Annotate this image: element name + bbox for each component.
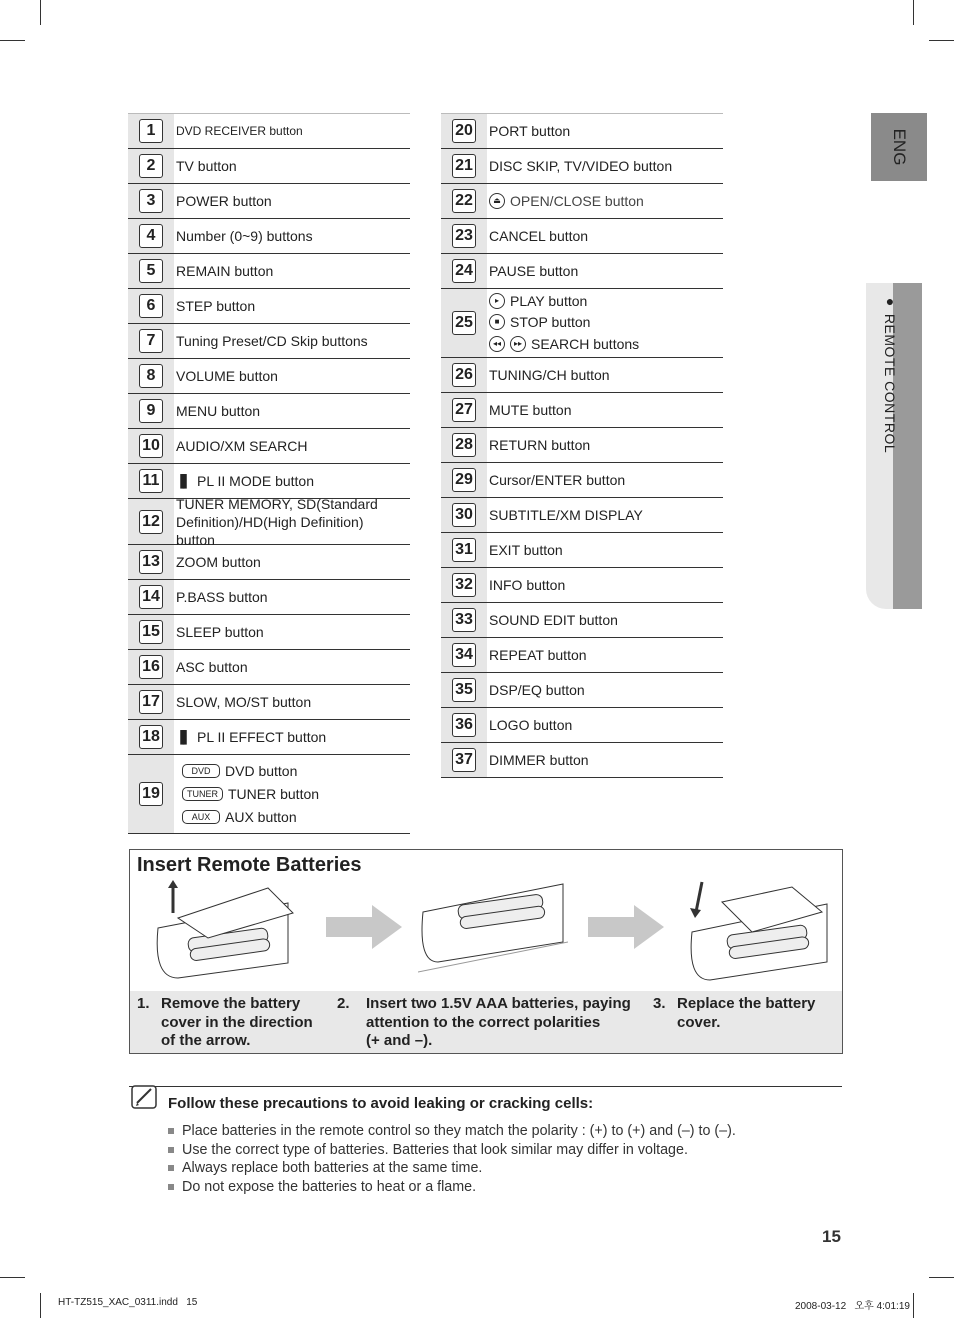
item-number-cell <box>441 184 487 218</box>
sub-item-label: DVD button <box>225 763 298 779</box>
item-number-badge: 28 <box>452 433 476 457</box>
item-label-cell <box>487 428 723 462</box>
item-number-cell <box>128 685 174 719</box>
item-label-cell <box>174 429 410 463</box>
button-list-row <box>128 184 410 219</box>
step-text-line: cover in the direction <box>161 1013 313 1031</box>
sub-item-label: AUX button <box>225 809 297 825</box>
item-number-cell <box>441 743 487 777</box>
item-label-cell <box>487 673 723 707</box>
button-list-row <box>441 428 723 463</box>
page-number: 15 <box>822 1227 841 1246</box>
step-text-line: Insert two 1.5V AAA batteries, paying <box>366 995 631 1012</box>
precaution-text: Use the correct type of batteries. Batteries that look similar may differ in voltage. <box>182 1141 688 1158</box>
item-number-cell <box>441 393 487 427</box>
item-label-text: SLEEP button <box>176 624 264 640</box>
crop-mark <box>0 40 25 41</box>
button-list-row <box>441 393 723 428</box>
item-label-cell <box>174 685 410 719</box>
item-number-cell <box>128 359 174 393</box>
item-label <box>176 367 406 385</box>
crop-mark <box>929 40 954 41</box>
button-list-row <box>441 184 723 219</box>
eject-icon: ⏏ <box>489 193 505 209</box>
language-tab-label: ENG <box>890 128 909 166</box>
item-label <box>176 472 406 490</box>
item-label-text: LOGO button <box>489 717 573 733</box>
item-label-cell <box>174 545 410 579</box>
item-label <box>489 122 719 140</box>
item-number-badge: 6 <box>139 294 163 318</box>
battery-step-3 <box>653 995 815 1032</box>
button-list-row <box>128 394 410 429</box>
item-label-cell <box>174 149 410 183</box>
rewind-icon: ◂◂ <box>489 336 505 352</box>
item-label-cell <box>487 498 723 532</box>
item-number-badge: 8 <box>139 364 163 388</box>
item-label-text: DIMMER button <box>489 752 589 768</box>
item-label <box>176 658 406 676</box>
item-label-text: TUNER MEMORY, SD(Standard Definition)/HD(High Definition) button <box>176 495 378 548</box>
item-number-cell <box>128 464 174 498</box>
precaution-text: Do not expose the batteries to heat or a flame. <box>182 1178 477 1195</box>
item-label <box>489 227 719 245</box>
item-label-text: EXIT button <box>489 542 563 558</box>
item-label-cell <box>487 708 723 742</box>
item-number-cell <box>128 720 174 754</box>
step-number: 1. <box>137 995 150 1012</box>
item-number-badge: 16 <box>139 655 163 679</box>
item-number-badge: 31 <box>452 538 476 562</box>
item-label <box>489 751 719 769</box>
item-number-badge: 25 <box>452 311 476 335</box>
item-number-cell <box>441 568 487 602</box>
button-list-row <box>128 429 410 464</box>
item-number-badge: 17 <box>139 690 163 714</box>
sub-item-label: SEARCH buttons <box>531 336 640 352</box>
item-number-badge: 34 <box>452 643 476 667</box>
button-list-row <box>128 615 410 650</box>
item-label-cell <box>487 638 723 672</box>
item-label-text: CANCEL button <box>489 228 589 244</box>
item-label <box>489 576 719 594</box>
button-list-row <box>128 113 410 149</box>
battery-step-2 <box>337 995 631 1051</box>
step-text-line: (+ and –). <box>366 1032 433 1049</box>
item-number-cell <box>441 114 487 148</box>
button-list-row <box>128 650 410 685</box>
item-number-badge: 4 <box>139 224 163 248</box>
precaution-item <box>168 1122 736 1141</box>
item-number-badge: 5 <box>139 259 163 283</box>
item-label-text: AUDIO/XM SEARCH <box>176 438 308 454</box>
item-label <box>176 332 406 350</box>
item-label-cell <box>174 580 410 614</box>
item-label-cell <box>174 184 410 218</box>
item-number-cell <box>128 755 174 833</box>
button-list-row <box>128 720 410 755</box>
button-list-row <box>441 289 723 358</box>
button-list-row <box>128 219 410 254</box>
crop-mark <box>40 0 41 25</box>
step-number: 2. <box>337 995 350 1012</box>
item-label <box>176 297 406 315</box>
item-label <box>176 437 406 455</box>
item-label-text: PORT button <box>489 123 571 139</box>
arrow-right-icon <box>588 905 664 949</box>
note-icon <box>131 1085 157 1109</box>
step-text-line: attention to the correct polarities <box>366 1013 601 1031</box>
button-list-row <box>441 358 723 393</box>
item-number-cell <box>128 324 174 358</box>
item-label-cell <box>174 464 410 498</box>
item-number-badge: 14 <box>139 585 163 609</box>
item-label <box>176 262 406 280</box>
crop-mark <box>929 1277 954 1278</box>
item-label <box>176 495 406 549</box>
item-label <box>489 541 719 559</box>
item-number-cell <box>441 219 487 253</box>
footer-file-info: HT-TZ515_XAC_0311.indd 15 <box>58 1297 198 1308</box>
item-label-cell <box>487 219 723 253</box>
item-label-cell <box>174 394 410 428</box>
item-label-cell <box>174 219 410 253</box>
battery-steps <box>130 991 842 1053</box>
item-number-badge: 27 <box>452 398 476 422</box>
item-number-badge: 15 <box>139 620 163 644</box>
item-label-text: MENU button <box>176 403 261 419</box>
item-label-text: DSP/EQ button <box>489 682 585 698</box>
item-number-badge: 11 <box>139 469 163 493</box>
item-label-text: SOUND EDIT button <box>489 612 618 628</box>
item-label <box>176 693 406 711</box>
button-list-row <box>441 603 723 638</box>
item-label <box>176 588 406 606</box>
crop-mark <box>913 0 914 25</box>
item-number-cell <box>441 149 487 183</box>
precaution-item <box>168 1141 736 1160</box>
item-number-badge: 12 <box>139 510 163 534</box>
button-list-row <box>441 219 723 254</box>
item-number-cell <box>441 498 487 532</box>
item-label-text: REMAIN button <box>176 263 274 279</box>
item-label-text: STEP button <box>176 298 256 314</box>
sub-item <box>182 806 406 829</box>
precaution-item <box>168 1178 736 1197</box>
item-label-text: TUNING/CH button <box>489 367 610 383</box>
item-number-cell <box>441 289 487 357</box>
remote-illustration-2 <box>418 882 568 982</box>
item-label <box>176 623 406 641</box>
item-label <box>489 157 719 175</box>
item-number-badge: 7 <box>139 329 163 353</box>
item-number-cell <box>128 615 174 649</box>
step-text-line: of the arrow. <box>161 1032 251 1049</box>
item-label-cell <box>174 359 410 393</box>
precautions-list <box>168 1122 736 1196</box>
item-label-cell <box>174 650 410 684</box>
step-text-line: Replace the battery <box>677 995 816 1012</box>
step-text-line: cover. <box>677 1013 721 1031</box>
step-number: 3. <box>653 995 666 1012</box>
note-title: Follow these precautions to avoid leaking or cracking cells: <box>168 1095 594 1112</box>
item-number-cell <box>128 650 174 684</box>
item-label-text: PL II MODE button <box>197 473 314 489</box>
item-label-text: DISC SKIP, TV/VIDEO button <box>489 158 673 174</box>
precaution-item <box>168 1159 736 1178</box>
item-label-text: PAUSE button <box>489 263 579 279</box>
item-label-cell <box>174 755 410 833</box>
item-label-cell <box>487 393 723 427</box>
item-number-badge: 13 <box>139 550 163 574</box>
item-number-cell <box>128 429 174 463</box>
item-number-cell <box>128 289 174 323</box>
item-number-cell <box>128 254 174 288</box>
item-label-cell <box>487 114 723 148</box>
item-label <box>489 401 719 419</box>
button-list-row <box>441 149 723 184</box>
item-label-cell <box>487 358 723 392</box>
item-number-badge: 3 <box>139 189 163 213</box>
button-list-row <box>128 324 410 359</box>
item-number-badge: 18 <box>139 725 163 749</box>
key-icon: AUX <box>182 810 220 824</box>
item-label <box>489 262 719 280</box>
sub-item <box>489 290 719 311</box>
item-number-badge: 23 <box>452 224 476 248</box>
item-number-cell <box>441 254 487 288</box>
sub-item <box>182 760 406 783</box>
item-label <box>489 192 719 210</box>
item-label-text: P.BASS button <box>176 589 268 605</box>
sub-item <box>489 311 719 332</box>
precautions-note <box>129 1086 842 1112</box>
play-icon: ▸ <box>489 293 505 309</box>
item-label-cell <box>487 568 723 602</box>
item-number-cell <box>441 428 487 462</box>
item-number-badge: 37 <box>452 748 476 772</box>
battery-step-1 <box>137 995 313 1051</box>
button-list-right <box>441 113 723 778</box>
item-label <box>489 681 719 699</box>
precaution-text: Always replace both batteries at the same time. <box>182 1160 483 1176</box>
item-number-cell <box>128 545 174 579</box>
bullet-icon <box>168 1184 174 1190</box>
sub-item <box>489 332 719 356</box>
item-label-cell <box>487 603 723 637</box>
item-number-cell <box>441 463 487 497</box>
item-number-badge: 26 <box>452 363 476 387</box>
item-label <box>176 402 406 420</box>
item-label <box>489 471 719 489</box>
stop-icon: ■ <box>489 314 505 330</box>
item-label-text: POWER button <box>176 193 272 209</box>
button-list-row <box>128 580 410 615</box>
item-number-badge: 21 <box>452 154 476 178</box>
bullet-icon <box>168 1128 174 1134</box>
item-label <box>176 227 406 245</box>
item-label-cell <box>174 254 410 288</box>
button-list-row <box>441 463 723 498</box>
item-number-badge: 9 <box>139 399 163 423</box>
item-number-cell <box>128 149 174 183</box>
sub-item <box>182 783 406 806</box>
button-list-row <box>441 254 723 289</box>
precaution-text: Place batteries in the remote control so they match the polarity : (+) to (+) and (–) to (–). <box>182 1123 736 1139</box>
item-number-cell <box>128 114 174 148</box>
fast-forward-icon: ▸▸ <box>510 336 526 352</box>
bullet-icon <box>168 1147 174 1153</box>
key-icon: TUNER <box>182 787 223 801</box>
item-label <box>489 611 719 629</box>
item-label <box>176 553 406 571</box>
item-label-cell <box>487 184 723 218</box>
button-list-row <box>441 533 723 568</box>
item-label <box>489 506 719 524</box>
remote-illustration-3 <box>682 872 832 987</box>
item-label-text: PL II EFFECT button <box>197 729 327 745</box>
insert-batteries-box <box>129 849 843 1054</box>
step-text-line: Remove the battery <box>161 995 301 1012</box>
bullet-icon <box>168 1165 174 1171</box>
item-label <box>489 646 719 664</box>
item-number-badge: 1 <box>139 119 163 143</box>
button-list-row <box>128 495 410 548</box>
item-label-cell <box>174 324 410 358</box>
dolby-icon: ▐▌ <box>176 730 190 744</box>
item-number-badge: 20 <box>452 119 476 143</box>
section-tab-text: REMOTE CONTROL <box>882 313 898 454</box>
button-list-row <box>441 708 723 743</box>
item-label <box>176 157 406 175</box>
button-list-row <box>128 289 410 324</box>
item-label <box>489 366 719 384</box>
item-number-cell <box>441 358 487 392</box>
button-list-row <box>441 743 723 778</box>
item-number-badge: 2 <box>139 154 163 178</box>
batteries-title: Insert Remote Batteries <box>137 854 362 876</box>
item-number-badge: 30 <box>452 503 476 527</box>
item-number-badge: 33 <box>452 608 476 632</box>
button-list-row <box>128 359 410 394</box>
remote-illustration-1 <box>148 878 298 988</box>
item-label <box>489 716 719 734</box>
item-number-badge: 19 <box>139 782 163 806</box>
footer-timestamp: 2008-03-12 오후 4:01:19 <box>795 1301 910 1312</box>
item-number-badge: 10 <box>139 434 163 458</box>
button-list-row <box>128 149 410 184</box>
section-tab-label: ● REMOTE CONTROL <box>882 293 898 454</box>
item-number-cell <box>441 533 487 567</box>
item-label-cell <box>487 743 723 777</box>
item-number-badge: 35 <box>452 678 476 702</box>
item-label-cell <box>487 254 723 288</box>
button-list-row <box>441 673 723 708</box>
item-label-text: Number (0~9) buttons <box>176 228 313 244</box>
item-label-text: TV button <box>176 158 237 174</box>
item-label-text: ZOOM button <box>176 554 261 570</box>
button-list-row <box>441 113 723 149</box>
item-number-badge: 24 <box>452 259 476 283</box>
item-label-cell <box>174 495 410 548</box>
crop-mark <box>913 1293 914 1318</box>
sub-item-label: TUNER button <box>228 786 320 802</box>
item-label-text: OPEN/CLOSE button <box>510 193 644 209</box>
item-label <box>176 728 406 746</box>
item-label-text: SUBTITLE/XM DISPLAY <box>489 507 643 523</box>
item-number-cell <box>128 394 174 428</box>
item-label-text: INFO button <box>489 577 566 593</box>
item-number-cell <box>128 219 174 253</box>
item-label-cell <box>174 720 410 754</box>
item-label-cell <box>174 289 410 323</box>
button-list-row <box>441 638 723 673</box>
item-label-text: REPEAT button <box>489 647 587 663</box>
item-number-cell <box>441 638 487 672</box>
button-list-row <box>128 685 410 720</box>
arrow-right-icon <box>326 905 402 949</box>
item-number-cell <box>441 603 487 637</box>
item-label-text: RETURN button <box>489 437 591 453</box>
item-number-cell <box>128 580 174 614</box>
item-label <box>176 122 406 140</box>
item-number-badge: 32 <box>452 573 476 597</box>
item-label-text: SLOW, MO/ST button <box>176 694 312 710</box>
item-number-cell <box>128 184 174 218</box>
button-list-row <box>128 254 410 289</box>
crop-mark <box>0 1277 25 1278</box>
item-label <box>176 192 406 210</box>
section-tab <box>866 283 922 609</box>
item-label-text: VOLUME button <box>176 368 278 384</box>
sub-item-label: PLAY button <box>510 292 588 309</box>
button-list-row <box>128 755 410 834</box>
item-label-cell <box>487 533 723 567</box>
sub-item-label: STOP button <box>510 313 591 330</box>
item-label-text: MUTE button <box>489 402 572 418</box>
item-label <box>489 436 719 454</box>
language-tab <box>871 113 927 181</box>
crop-mark <box>40 1293 41 1318</box>
button-list-left <box>128 113 410 834</box>
item-label-cell <box>174 615 410 649</box>
item-label-cell <box>487 149 723 183</box>
item-number-badge: 29 <box>452 468 476 492</box>
item-number-badge: 22 <box>452 189 476 213</box>
item-label-text: Cursor/ENTER button <box>489 472 626 488</box>
item-number-badge: 36 <box>452 713 476 737</box>
item-number-cell <box>441 708 487 742</box>
item-number-cell <box>441 673 487 707</box>
button-list-row <box>441 568 723 603</box>
item-label-text: DVD RECEIVER button <box>176 124 303 138</box>
item-label-cell <box>487 289 723 357</box>
item-number-cell <box>128 499 174 544</box>
item-label-text: ASC button <box>176 659 248 675</box>
item-label-cell <box>174 114 410 148</box>
button-list-row <box>441 498 723 533</box>
item-label-cell <box>487 463 723 497</box>
key-icon: DVD <box>182 764 220 778</box>
item-label-text: Tuning Preset/CD Skip buttons <box>176 333 368 349</box>
dolby-icon: ▐▌ <box>176 474 190 488</box>
button-list-row <box>128 545 410 580</box>
